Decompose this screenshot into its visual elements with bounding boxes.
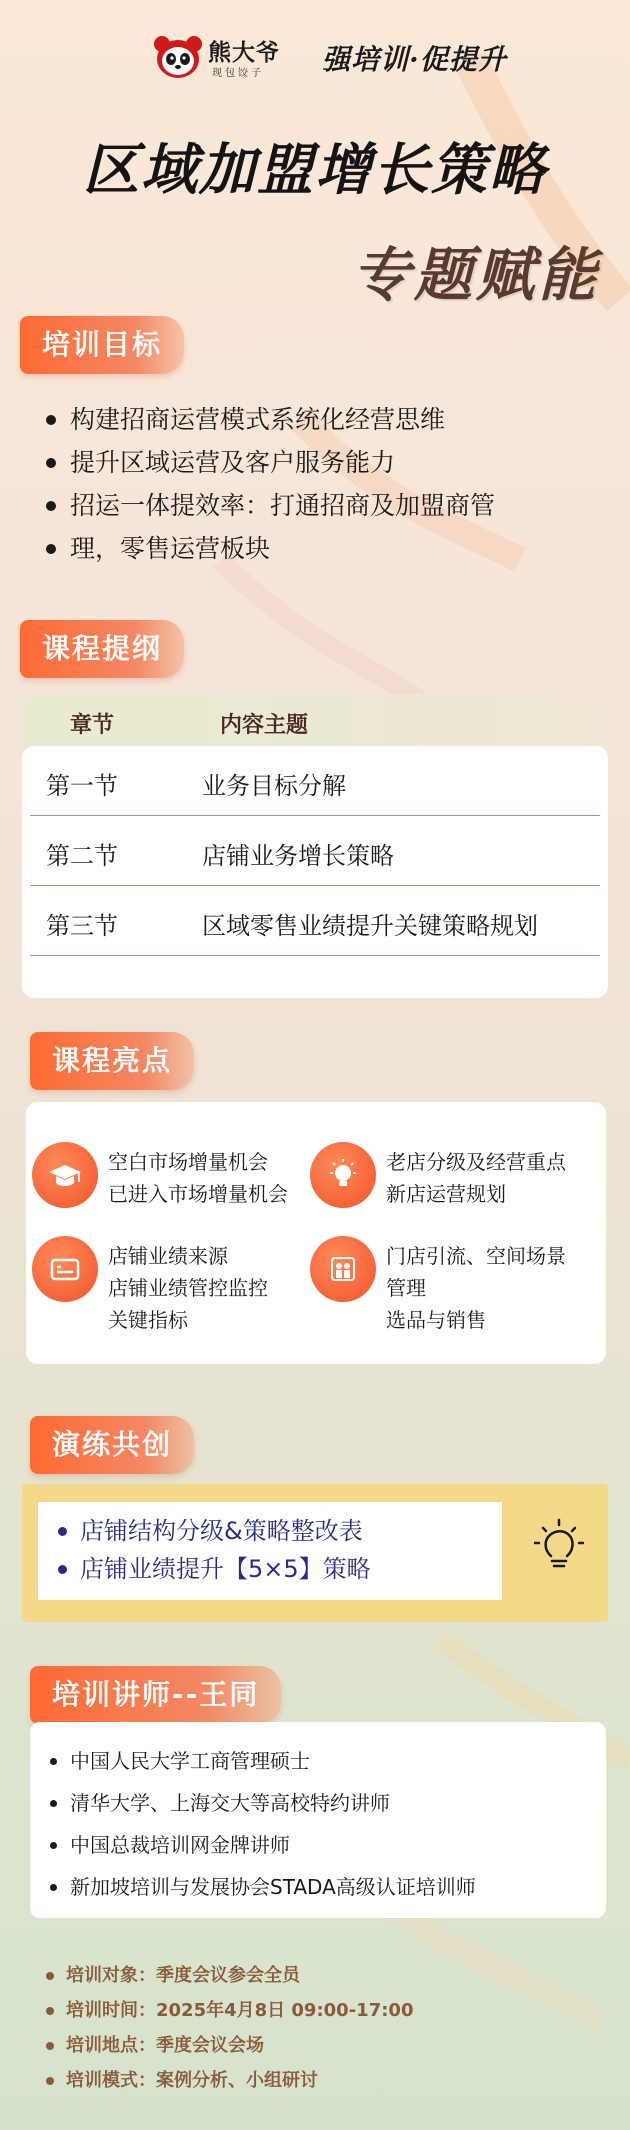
list-item: 店铺结构分级&策略整改表: [48, 1512, 371, 1550]
section-header-practice: 演练共创: [30, 1416, 194, 1474]
highlights-panel: [26, 1102, 606, 1364]
people-icon: [310, 1236, 376, 1302]
outline-table: [22, 746, 608, 998]
highlight-line: 老店分级及经营重点: [386, 1150, 566, 1174]
info-mode: 培训模式：案例分析、小组研讨: [44, 2063, 413, 2098]
highlight-line: 门店引流、空间场景: [386, 1244, 566, 1268]
sub-title: 专题赋能: [351, 241, 600, 309]
section-header-outline: 课程提纲: [20, 620, 184, 678]
lecturer-panel: [30, 1722, 606, 1918]
section-header-goals: 培训目标: [20, 316, 184, 374]
highlight-line: 已进入市场增量机会: [108, 1182, 288, 1206]
table-row: [30, 816, 600, 886]
training-info-list: [44, 1958, 413, 2098]
highlight-line: 店铺业绩来源: [108, 1244, 228, 1268]
card-icon: [32, 1236, 98, 1302]
list-item: 店铺业绩提升【5×5】策略: [48, 1550, 371, 1588]
topic-cell: 业务目标分解: [202, 772, 346, 800]
chapter-cell: 第三节: [46, 912, 118, 940]
list-item: 新加坡培训与发展协会STADA高级认证培训师: [44, 1866, 476, 1908]
info-time: 培训时间：2025年4月8日 09:00-17:00: [44, 1993, 413, 2028]
brand-name: 熊大爷: [208, 40, 280, 66]
list-item: 提升区域运营及客户服务能力: [40, 441, 600, 484]
list-item: 中国总裁培训网金牌讲师: [44, 1824, 476, 1866]
chapter-cell: 第二节: [46, 842, 118, 870]
highlight-text: [386, 1146, 566, 1210]
outline-table-header: [22, 694, 608, 748]
highlight-text: [108, 1240, 268, 1336]
column-header-chapter: 章节: [70, 712, 115, 738]
list-item: 构建招商运营模式系统化经营思维: [40, 398, 600, 441]
list-item-continuation: 理，零售运营板块: [40, 527, 600, 570]
list-item: 清华大学、上海交大等高校特约讲师: [44, 1782, 476, 1824]
practice-list-box: [38, 1502, 502, 1600]
info-location: 培训地点：季度会议会场: [44, 2028, 413, 2063]
highlight-text: [386, 1240, 566, 1336]
highlight-line: 关键指标: [108, 1308, 188, 1332]
list-item: 招运一体提效率：打通招商及加盟商管: [40, 484, 600, 527]
highlight-line: 店铺业绩管控监控: [108, 1276, 268, 1300]
info-target: 培训对象：季度会议参会全员: [44, 1958, 413, 1993]
topic-cell: 店铺业务增长策略: [202, 842, 394, 870]
graduation-cap-icon: [32, 1142, 98, 1208]
slogan: 强培训·促提升: [322, 43, 507, 76]
brand-subtitle: 现包饺子: [212, 68, 264, 79]
highlight-line: 管理: [386, 1276, 426, 1300]
main-title: 区域加盟增长策略: [83, 138, 547, 203]
list-item: 中国人民大学工商管理硕士: [44, 1740, 476, 1782]
highlight-line: 选品与销售: [386, 1308, 486, 1332]
lightbulb-icon: [534, 1518, 584, 1578]
header: [0, 28, 630, 84]
table-row: [30, 746, 600, 816]
panda-logo: [152, 34, 204, 80]
column-header-topic: 内容主题: [220, 712, 309, 738]
highlight-line: 空白市场增量机会: [108, 1150, 268, 1174]
topic-cell: 区域零售业绩提升关键策略规划: [202, 912, 538, 940]
highlight-line: 新店运营规划: [386, 1182, 506, 1206]
practice-panel: [22, 1484, 608, 1622]
table-row: [30, 886, 600, 956]
goals-list: [40, 398, 600, 570]
lightbulb-icon: [310, 1142, 376, 1208]
chapter-cell: 第一节: [46, 772, 118, 800]
highlight-text: [108, 1146, 288, 1210]
section-header-lecturer: 培训讲师--王同: [30, 1666, 281, 1724]
section-header-highlights: 课程亮点: [30, 1032, 194, 1090]
